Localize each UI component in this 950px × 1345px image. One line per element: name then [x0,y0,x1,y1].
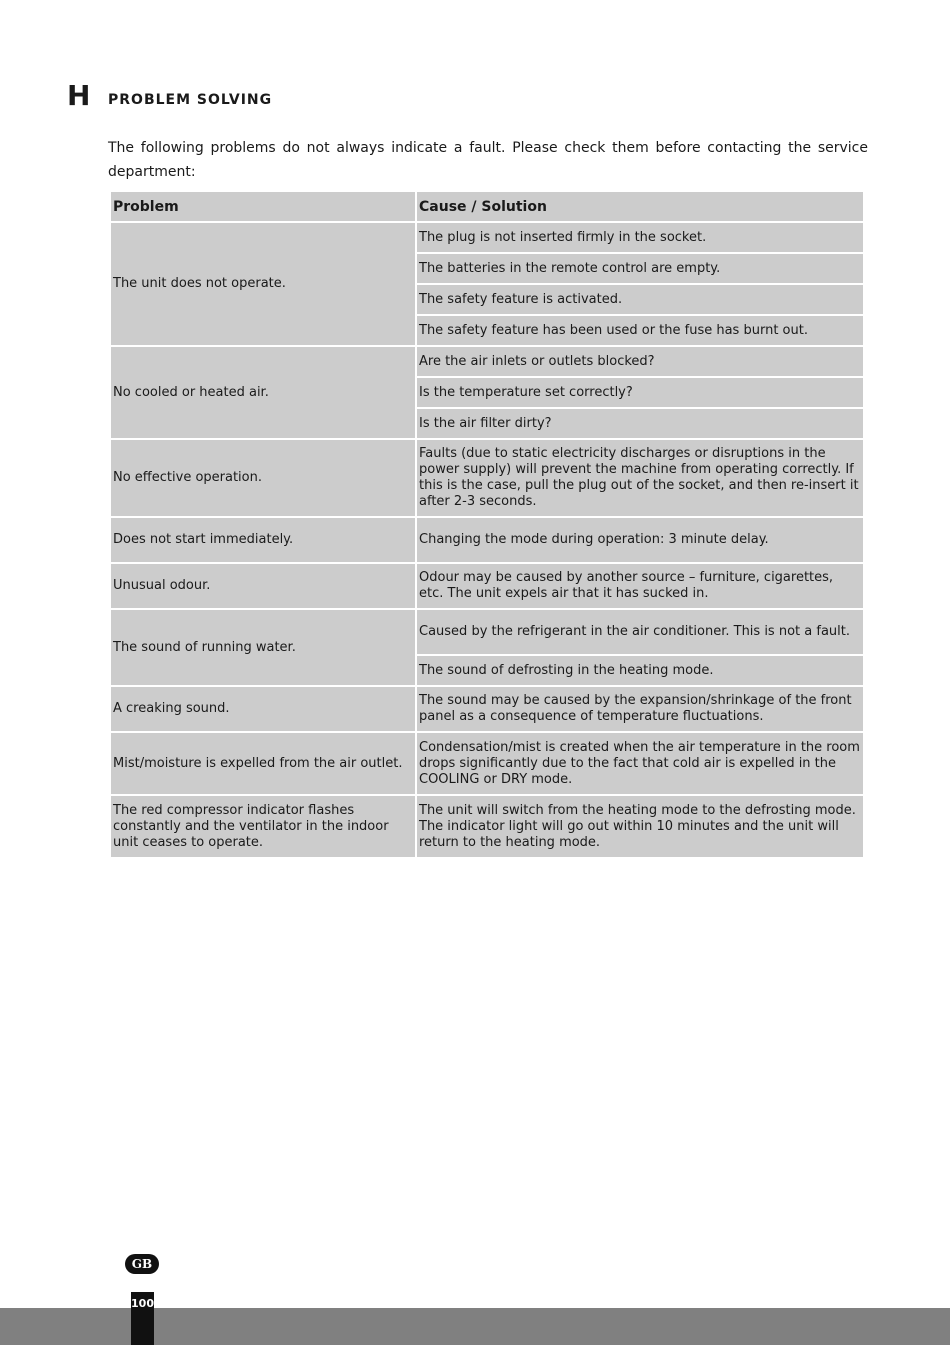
problem-cell: No cooled or heated air. [111,347,415,438]
cause-cell: The sound may be caused by the expansion/shrinkage of the front panel as a consequence of temperature fluctuations. [417,687,863,731]
cause-cell: Are the air inlets or outlets blocked? [417,347,863,376]
cause-cell: Is the temperature set correctly? [417,378,863,407]
header-problem: Problem [111,192,415,221]
table-row [111,610,863,654]
cause-cell: Condensation/mist is created when the air temperature in the room drops significantly due to the fact that cold air is expelled in the COOLING or DRY mode. [417,733,863,794]
cause-cell: The safety feature has been used or the fuse has burnt out. [417,316,863,345]
table-row [111,440,863,516]
cause-cell: The safety feature is activated. [417,285,863,314]
problem-cell: The sound of running water. [111,610,415,685]
header-cause-solution: Cause / Solution [417,192,863,221]
cause-cell: The unit will switch from the heating mode to the defrosting mode. The indicator light will go out within 10 minutes and the unit will return to the heating mode. [417,796,863,857]
section-letter: H [67,79,91,112]
cause-cell: Is the air filter dirty? [417,409,863,438]
problem-cell: Unusual odour. [111,564,415,608]
cause-cell: Odour may be caused by another source – furniture, cigarettes, etc. The unit expels air that it has sucked in. [417,564,863,608]
section-title: PROBLEM SOLVING [108,92,273,108]
problem-cell: The unit does not operate. [111,223,415,345]
cause-cell: Faults (due to static electricity discharges or disruptions in the power supply) will prevent the machine from operating correctly. If this is the case, pull the plug out of the socket, and then re-insert it after 2-3 seconds. [417,440,863,516]
cause-cell: The batteries in the remote control are empty. [417,254,863,283]
problem-solving-table [109,190,865,859]
cause-cell: Changing the mode during operation: 3 minute delay. [417,518,863,562]
table-row [111,564,863,608]
table-row [111,347,863,376]
problem-cell: No effective operation. [111,440,415,516]
problem-cell: Mist/moisture is expelled from the air outlet. [111,733,415,794]
country-code-badge: GB [125,1254,159,1274]
table-row [111,687,863,731]
cause-cell: The sound of defrosting in the heating mode. [417,656,863,685]
table-row [111,796,863,857]
table-row [111,733,863,794]
table-row [111,223,863,252]
problem-cell: Does not start immediately. [111,518,415,562]
problem-cell: A creaking sound. [111,687,415,731]
cause-cell: Caused by the refrigerant in the air conditioner. This is not a fault. [417,610,863,654]
problem-cell: The red compressor indicator flashes constantly and the ventilator in the indoor unit ceases to operate. [111,796,415,857]
table-row [111,518,863,562]
table-header-row [111,192,863,221]
intro-paragraph: The following problems do not always indicate a fault. Please check them before contacting the service department: [108,140,868,180]
page-number: 100 [131,1292,154,1345]
cause-cell: The plug is not inserted firmly in the socket. [417,223,863,252]
